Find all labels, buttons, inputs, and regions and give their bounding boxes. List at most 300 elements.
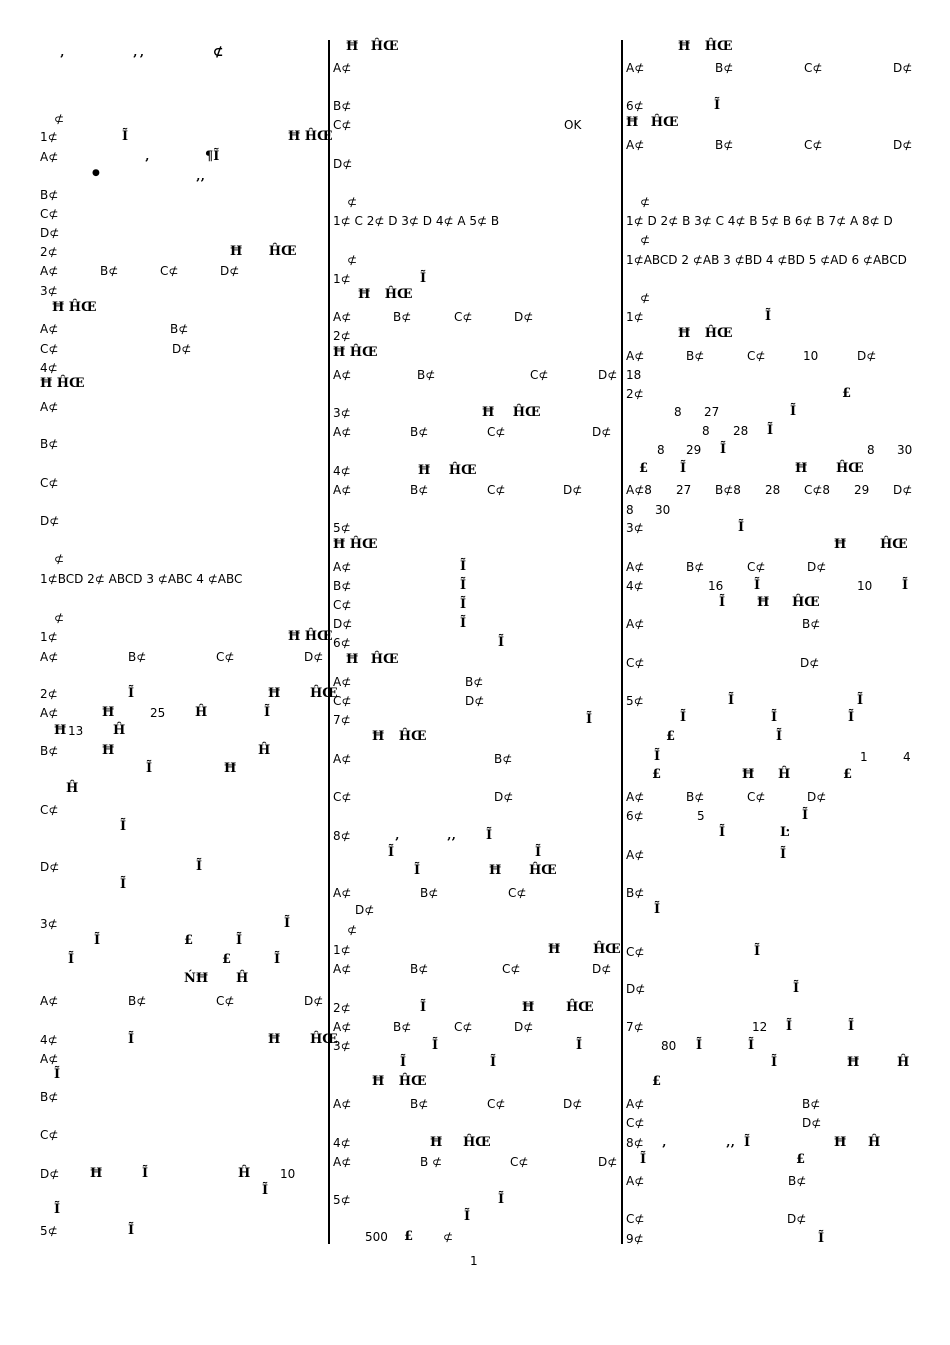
r2-glyph: Ĥ: [113, 723, 126, 738]
r4-option-d: D⊄: [40, 1167, 60, 1181]
section-marker: ⊄: [347, 195, 358, 209]
q4-option-a: A⊄: [40, 400, 59, 414]
c2-q8-glyph: Ħ: [489, 863, 502, 878]
q1-glyph: Ħ ĤŒ: [288, 129, 333, 144]
q3-option-b: B⊄: [170, 322, 189, 336]
c2-r3-glyph: Ħ ĤŒ: [372, 1074, 427, 1089]
r2-glyph: Ħ: [224, 761, 237, 776]
answer-key-line: 1⊄BCD 2⊄ ABCD 3 ⊄ABC 4 ⊄ABC: [40, 572, 243, 586]
c3-q6-glyph: Ĩ: [802, 808, 809, 823]
r2-option-b: B⊄: [40, 744, 59, 758]
c3-q4-number: 4⊄: [626, 579, 644, 593]
c2-q1-glyph: Ĩ: [420, 271, 427, 286]
c3-q3-glyph: Ħ: [834, 537, 847, 552]
bullet-icon: ●: [92, 168, 100, 178]
c2-q8-option-d: D⊄: [355, 903, 375, 917]
r3-glyph: Ĩ: [94, 933, 101, 948]
c2-q5-option-a: A⊄: [333, 560, 352, 574]
c3-q2-option-a: A⊄8: [626, 483, 652, 497]
r2-glyph: ĤŒ: [310, 686, 338, 701]
q1-glyph: Ĩ: [122, 129, 129, 144]
c2-q6-option-d: D⊄: [465, 694, 485, 708]
r1-option-b: B⊄: [128, 650, 147, 664]
c3-q5-option-c: C⊄: [747, 790, 766, 804]
c2-r3-option-b: B⊄: [410, 1097, 429, 1111]
q3-option-a: A⊄: [40, 322, 59, 336]
c2-q8-number: 8⊄: [333, 829, 351, 843]
r2-glyph: Ħ: [102, 743, 115, 758]
r3-glyph: Ĥ: [236, 971, 249, 986]
r1-number: 1⊄: [40, 630, 58, 644]
c3-q2-number: 8: [626, 503, 634, 517]
r3-option-b: B⊄: [128, 994, 147, 1008]
c2-r2-option-b: B⊄: [393, 1020, 412, 1034]
c3-q1-number-18: 18: [626, 368, 642, 382]
c2-q2-option-b: B⊄: [417, 368, 436, 382]
c2-q5-glyph: Ħ ĤŒ: [333, 537, 378, 552]
c2-q1-number: 1⊄: [333, 272, 351, 286]
q4-option-c: C⊄: [40, 476, 59, 490]
q2-glyph: Ħ ĤŒ: [230, 244, 297, 259]
c3-q6-number-5: 5: [697, 809, 705, 823]
c3-q5-option-d: D⊄: [807, 790, 827, 804]
c3-q9-glyph: Ĩ: [818, 1231, 825, 1246]
c2-q5-option-d: D⊄: [333, 617, 353, 631]
c3-q6-option-d: D⊄: [626, 982, 646, 996]
r2-glyph: Ĥ: [66, 781, 79, 796]
c2-q2-option-a: A⊄: [333, 368, 352, 382]
q1-option-a: A⊄: [40, 150, 59, 164]
column-divider-right: [621, 40, 623, 1244]
r1-option-d: D⊄: [304, 650, 324, 664]
c2-r1-number: 1⊄: [333, 943, 351, 957]
q4-number: 4⊄: [40, 361, 58, 375]
c3-q8-glyph: Ħ: [834, 1135, 847, 1150]
c3-q5-glyph: Ĩ: [680, 710, 687, 725]
c2-r1-option-b: B⊄: [410, 962, 429, 976]
page-number: 1: [470, 1254, 478, 1268]
col2-option-d: D⊄: [333, 157, 353, 171]
col3-glyph: Ħ ĤŒ: [626, 115, 679, 130]
q2-option-d: D⊄: [220, 264, 240, 278]
c3-q2-number: 27: [676, 483, 692, 497]
answer-key-line: 1⊄ D 2⊄ B 3⊄ C 4⊄ B 5⊄ B 6⊄ B 7⊄ A 8⊄ D: [626, 214, 893, 228]
c3-q5-glyph: Ĩ: [857, 693, 864, 708]
r4-glyph: Ħ: [268, 1032, 281, 1047]
section-marker: ⊄: [54, 611, 65, 625]
r2-number: 2⊄: [40, 687, 58, 701]
col3-top-glyph: Ħ ĤŒ: [678, 39, 733, 54]
col2-ok-text: OK: [564, 118, 582, 132]
c2-q4-option-a: A⊄: [333, 483, 352, 497]
r4-glyph: Ĩ: [262, 1183, 269, 1198]
c3-q1-glyph: Ħ ĤŒ: [678, 326, 733, 341]
c2-q7-option-c: C⊄: [333, 790, 352, 804]
c2-q4-glyph: Ħ ĤŒ: [418, 463, 477, 478]
c3-q4-glyph: Ĩ: [754, 578, 761, 593]
c3-q8-glyph: Ĩ: [640, 1152, 647, 1167]
c3-q6-option-c: C⊄: [626, 945, 645, 959]
c2-r5-glyph: ⊄: [443, 1230, 454, 1244]
q1-number: 1⊄: [40, 130, 58, 144]
q2-option-b: B⊄: [100, 264, 119, 278]
c3-q5-option-a: A⊄: [626, 790, 645, 804]
c2-q5-option-b: B⊄: [333, 579, 352, 593]
col2-option-a: A⊄: [333, 61, 352, 75]
q4-glyph: Ħ ĤŒ: [40, 376, 85, 391]
col3-q6-number: 6⊄: [626, 99, 644, 113]
c3-q2-option-c: C⊄8: [804, 483, 831, 497]
c3-q5-glyph: Ĩ: [776, 729, 783, 744]
c2-q2-glyph: Ħ ĤŒ: [333, 345, 378, 360]
c2-r3-number: 3⊄: [333, 1039, 351, 1053]
r3-number: 3⊄: [40, 917, 58, 931]
q1-glyph: ‚: [145, 149, 150, 164]
c2-q3-option-c: C⊄: [487, 425, 506, 439]
q2-option-c: C⊄: [160, 264, 179, 278]
c3-q7-option-d: D⊄: [802, 1116, 822, 1130]
section-marker: ⊄: [347, 253, 358, 267]
c3-q7-option-c: C⊄: [626, 1116, 645, 1130]
section-marker: ⊄: [640, 291, 651, 305]
col3-option-d: D⊄: [893, 61, 913, 75]
c3-q6-number: 6⊄: [626, 809, 644, 823]
section-marker: ⊄: [640, 233, 651, 247]
q3-option-c: C⊄: [40, 342, 59, 356]
c3-q4-number-16: 16: [708, 579, 724, 593]
c2-r1-option-a: A⊄: [333, 962, 352, 976]
c2-r3-glyph: Ĩ: [400, 1055, 407, 1070]
col3-option-c: C⊄: [804, 61, 823, 75]
col3-option-c: C⊄: [804, 138, 823, 152]
c2-r3-option-c: C⊄: [487, 1097, 506, 1111]
r2-number-25: 25: [150, 706, 166, 720]
c3-q4-glyph: Ĩ: [719, 595, 726, 610]
r4-option-c: C⊄: [40, 1128, 59, 1142]
c2-q4-option-b: B⊄: [410, 483, 429, 497]
c3-q2-number: 8: [674, 405, 682, 419]
c3-q7-glyph: Ĥ: [897, 1055, 910, 1070]
r2-glyph: Ħ: [102, 705, 115, 720]
c2-q7-option-a: A⊄: [333, 752, 352, 766]
r1-glyph: Ħ ĤŒ: [288, 629, 333, 644]
c2-q3-option-d: D⊄: [592, 425, 612, 439]
c2-q2-option-c: C⊄: [530, 368, 549, 382]
c2-q5-number: 5⊄: [333, 521, 351, 535]
r2-option-d: D⊄: [40, 860, 60, 874]
c3-q2-glyph: £: [639, 461, 649, 476]
c3-q3-glyph: ĤŒ: [880, 537, 908, 552]
r3-glyph: Ĩ: [236, 933, 243, 948]
r2-glyph: Ĥ: [195, 705, 208, 720]
c2-r2-glyph: ĤŒ: [566, 1000, 594, 1015]
c3-q3-option-b: B⊄: [686, 560, 705, 574]
c2-r2-option-a: A⊄: [333, 1020, 352, 1034]
c3-q7-option-a: A⊄: [626, 1097, 645, 1111]
c3-q7-glyph: Ĩ: [771, 1055, 778, 1070]
c2-r2-glyph: Ĩ: [420, 1000, 427, 1015]
c3-q5-glyph: Ĥ: [778, 767, 791, 782]
q2-number: 2⊄: [40, 245, 58, 259]
c3-q8-option-b: B⊄: [788, 1174, 807, 1188]
c3-q5-glyph: Ĩ: [654, 749, 661, 764]
r2-glyph: Ĩ: [120, 819, 127, 834]
c3-q7-option-b: B⊄: [802, 1097, 821, 1111]
c2-q3-number: 3⊄: [333, 406, 351, 420]
answer-key-line: 1⊄ABCD 2 ⊄AB 3 ⊄BD 4 ⊄BD 5 ⊄AD 6 ⊄ABCD: [626, 253, 907, 267]
c3-q6-option-b: B⊄: [626, 886, 645, 900]
col3-q6-glyph: Ĩ: [714, 98, 721, 113]
c3-q4-option-c: C⊄: [626, 656, 645, 670]
r3-option-d: D⊄: [304, 994, 324, 1008]
c3-q8-option-c: C⊄: [626, 1212, 645, 1226]
c3-q2-number: 28: [733, 424, 749, 438]
c3-q4-glyph: Ĩ: [902, 578, 909, 593]
r4-number: 4⊄: [40, 1033, 58, 1047]
c3-q8-option-a: A⊄: [626, 1174, 645, 1188]
c3-q6-option-a: A⊄: [626, 848, 645, 862]
c2-q5-glyph: Ĩ: [460, 616, 467, 631]
r4-number-10: 10: [280, 1167, 296, 1181]
r3-glyph: £: [184, 933, 194, 948]
c2-r3-glyph: Ĩ: [576, 1038, 583, 1053]
c2-r5-glyph: Ĩ: [498, 1192, 505, 1207]
c3-q2-glyph: £: [842, 386, 852, 401]
q1-option-d: D⊄: [40, 226, 60, 240]
c3-q8-glyph: £: [796, 1152, 806, 1167]
c2-q6-glyph: Ĩ: [498, 635, 505, 650]
c2-r3-glyph: Ĩ: [490, 1055, 497, 1070]
c2-q1-option-b: B⊄: [393, 310, 412, 324]
c2-q4-option-c: C⊄: [487, 483, 506, 497]
c2-r4-glyph: Ħ: [430, 1135, 443, 1150]
c2-q8-option-a: A⊄: [333, 886, 352, 900]
c2-q4-option-d: D⊄: [563, 483, 583, 497]
c2-q2-option-d: D⊄: [598, 368, 618, 382]
c3-q7-glyph: Ĩ: [696, 1038, 703, 1053]
c3-q9-number: 9⊄: [626, 1232, 644, 1246]
c3-q5-number: 5⊄: [626, 694, 644, 708]
r5-glyph: Ĩ: [128, 1223, 135, 1238]
c3-q7-number: 7⊄: [626, 1020, 644, 1034]
c2-q3-option-b: B⊄: [410, 425, 429, 439]
q4-option-d: D⊄: [40, 514, 60, 528]
c2-q7-option-d: D⊄: [494, 790, 514, 804]
c3-q3-option-a: A⊄: [626, 560, 645, 574]
c2-r2-option-d: D⊄: [514, 1020, 534, 1034]
c2-r3-option-d: D⊄: [563, 1097, 583, 1111]
c3-q6-glyph: Ĩ: [754, 944, 761, 959]
col2-top-glyph: Ħ ĤŒ: [346, 39, 399, 54]
r3-glyph: Ĩ: [68, 952, 75, 967]
c3-q6-glyph: Ĩ: [719, 825, 726, 840]
c2-q5-glyph: Ĩ: [460, 578, 467, 593]
col2-option-b: B⊄: [333, 99, 352, 113]
q1-glyph: ‚‚: [196, 169, 206, 184]
r2-glyph: Ĥ: [258, 743, 271, 758]
c2-q8-option-b: B⊄: [420, 886, 439, 900]
c2-r5-number-500: 500: [365, 1230, 388, 1244]
c2-r5-glyph: Ĩ: [464, 1209, 471, 1224]
c3-q1-number-10: 10: [803, 349, 819, 363]
r2-option-a: A⊄: [40, 706, 59, 720]
c2-r1-glyph: ĤŒ: [593, 942, 621, 957]
c2-r2-glyph: Ħ: [522, 1000, 535, 1015]
c3-q1-option-d: D⊄: [857, 349, 877, 363]
c3-q8-glyph: ‚: [662, 1135, 667, 1150]
c3-q2-glyph: ĤŒ: [836, 461, 864, 476]
r4-glyph: Ĩ: [142, 1166, 149, 1181]
c2-q6-glyph: Ħ ĤŒ: [346, 652, 399, 667]
c3-q7-glyph: Ĩ: [748, 1038, 755, 1053]
q4-option-b: B⊄: [40, 437, 59, 451]
r4-option-b: B⊄: [40, 1090, 59, 1104]
c2-q8-glyph: ‚‚: [447, 828, 457, 843]
c2-q3-glyph: Ħ ĤŒ: [482, 405, 541, 420]
c3-q1-glyph: Ĩ: [765, 309, 772, 324]
c2-q5-option-c: C⊄: [333, 598, 352, 612]
section-marker: ⊄: [54, 552, 65, 566]
c3-q5-number: 1: [860, 750, 868, 764]
r4-glyph: Ĩ: [128, 1032, 135, 1047]
c2-q2-number: 2⊄: [333, 329, 351, 343]
section-marker: ⊄: [54, 112, 65, 126]
r2-glyph: Ĩ: [146, 761, 153, 776]
col3-option-a: A⊄: [626, 138, 645, 152]
c2-q5-glyph: Ĩ: [460, 597, 467, 612]
c3-q2-glyph: Ĩ: [790, 404, 797, 419]
r3-glyph: Ĩ: [274, 952, 281, 967]
c3-q3-glyph: Ĩ: [738, 520, 745, 535]
c2-q8-option-c: C⊄: [508, 886, 527, 900]
c3-q2-number: 29: [854, 483, 870, 497]
c2-q7-glyph: Ĩ: [586, 712, 593, 727]
c3-q1-option-c: C⊄: [747, 349, 766, 363]
c3-q6-glyph: Ŀ: [780, 825, 790, 840]
c2-r1-option-c: C⊄: [502, 962, 521, 976]
c3-q5-glyph: Ĩ: [771, 710, 778, 725]
r4-glyph: Ĩ: [54, 1202, 61, 1217]
c2-r4-glyph: ĤŒ: [463, 1135, 491, 1150]
r2-glyph: Ĩ: [264, 705, 271, 720]
c2-q1-option-c: C⊄: [454, 310, 473, 324]
c3-q4-glyph: Ħ: [757, 595, 770, 610]
c3-q8-glyph: Ĥ: [868, 1135, 881, 1150]
c3-q5-glyph: Ĩ: [848, 710, 855, 725]
c2-q7-option-b: B⊄: [494, 752, 513, 766]
c2-q7-glyph: Ħ ĤŒ: [372, 729, 427, 744]
q1-option-c: C⊄: [40, 207, 59, 221]
c2-q1-option-a: A⊄: [333, 310, 352, 324]
q3-number: 3⊄: [40, 284, 58, 298]
r5-number: 5⊄: [40, 1224, 58, 1238]
c3-q8-glyph: ‚‚: [726, 1135, 736, 1150]
c2-q3-option-a: A⊄: [333, 425, 352, 439]
doc-title: ‚ ‚‚ ⊄: [60, 45, 226, 60]
c2-r5-glyph: £: [404, 1229, 414, 1244]
c3-q2-glyph: Ĩ: [767, 423, 774, 438]
r1-option-a: A⊄: [40, 650, 59, 664]
c2-r1-glyph: Ħ: [548, 942, 561, 957]
c3-q5-glyph: Ĩ: [728, 693, 735, 708]
col3-option-b: B⊄: [715, 138, 734, 152]
c2-q8-glyph: ĤŒ: [529, 863, 557, 878]
r3-glyph: £: [222, 952, 232, 967]
c3-q7-glyph: Ĩ: [786, 1019, 793, 1034]
col3-option-a: A⊄: [626, 61, 645, 75]
c2-q8-glyph: ‚: [395, 828, 400, 843]
c3-q5-glyph: £: [652, 767, 662, 782]
c2-r1-option-d: D⊄: [592, 962, 612, 976]
c2-q8-glyph: Ĩ: [535, 845, 542, 860]
c2-r4-option-a: A⊄: [333, 1155, 352, 1169]
c3-q2-number: 28: [765, 483, 781, 497]
c2-q1-glyph: Ħ ĤŒ: [358, 287, 413, 302]
r4-glyph: Ħ: [90, 1166, 103, 1181]
r2-glyph: Ĩ: [120, 877, 127, 892]
r2-glyph: Ħ: [54, 723, 67, 738]
c3-q6-glyph: Ĩ: [793, 981, 800, 996]
c2-q6-option-b: B⊄: [465, 675, 484, 689]
c3-q2-number: 2⊄: [626, 387, 644, 401]
c3-q6-glyph: Ĩ: [654, 902, 661, 917]
c2-r5-number: 5⊄: [333, 1193, 351, 1207]
c3-q2-number: 8: [657, 443, 665, 457]
r4-option-a: A⊄: [40, 1052, 59, 1066]
r3-glyph: ŃĦ: [184, 971, 209, 986]
c3-q7-glyph: Ħ: [847, 1055, 860, 1070]
c2-r4-number: 4⊄: [333, 1136, 351, 1150]
r2-glyph: Ĩ: [196, 859, 203, 874]
c3-q7-number-12: 12: [752, 1020, 768, 1034]
c3-q7-glyph: £: [652, 1074, 662, 1089]
c3-q1-number: 1⊄: [626, 310, 644, 324]
c3-q3-option-d: D⊄: [807, 560, 827, 574]
c3-q4-option-d: D⊄: [800, 656, 820, 670]
c3-q2-option-b: B⊄8: [715, 483, 741, 497]
q1-option-b: B⊄: [40, 188, 59, 202]
c2-q6-number: 6⊄: [333, 636, 351, 650]
answer-key-line: 1⊄ C 2⊄ D 3⊄ D 4⊄ A 5⊄ B: [333, 214, 500, 228]
c3-q2-number: 30: [897, 443, 913, 457]
r4-glyph: Ĥ: [238, 1166, 251, 1181]
c2-q8-glyph: Ĩ: [414, 863, 421, 878]
c3-q3-option-c: C⊄: [747, 560, 766, 574]
r4-glyph: ĤŒ: [310, 1032, 338, 1047]
c3-q2-number: 29: [686, 443, 702, 457]
c3-q8-number: 8⊄: [626, 1136, 644, 1150]
r2-number-13: 13: [68, 724, 84, 738]
col3-option-d: D⊄: [893, 138, 913, 152]
c3-q6-glyph: Ĩ: [780, 847, 787, 862]
col2-option-c: C⊄: [333, 118, 352, 132]
c2-q6-option-c: C⊄: [333, 694, 352, 708]
c2-q1-option-d: D⊄: [514, 310, 534, 324]
c2-r3-glyph: Ĩ: [432, 1038, 439, 1053]
c3-q4-number-10: 10: [857, 579, 873, 593]
r2-glyph: Ĩ: [128, 686, 135, 701]
c3-q5-glyph: £: [666, 729, 676, 744]
q3-glyph: Ħ ĤŒ: [52, 300, 97, 315]
q1-glyph: ¶Ĩ: [205, 149, 220, 164]
c2-r4-option-d: D⊄: [598, 1155, 618, 1169]
c2-q7-number: 7⊄: [333, 713, 351, 727]
r3-option-a: A⊄: [40, 994, 59, 1008]
c3-q1-option-b: B⊄: [686, 349, 705, 363]
c3-q4-glyph: ĤŒ: [792, 595, 820, 610]
c3-q5-glyph: Ħ: [742, 767, 755, 782]
r3-glyph: Ĩ: [284, 916, 291, 931]
